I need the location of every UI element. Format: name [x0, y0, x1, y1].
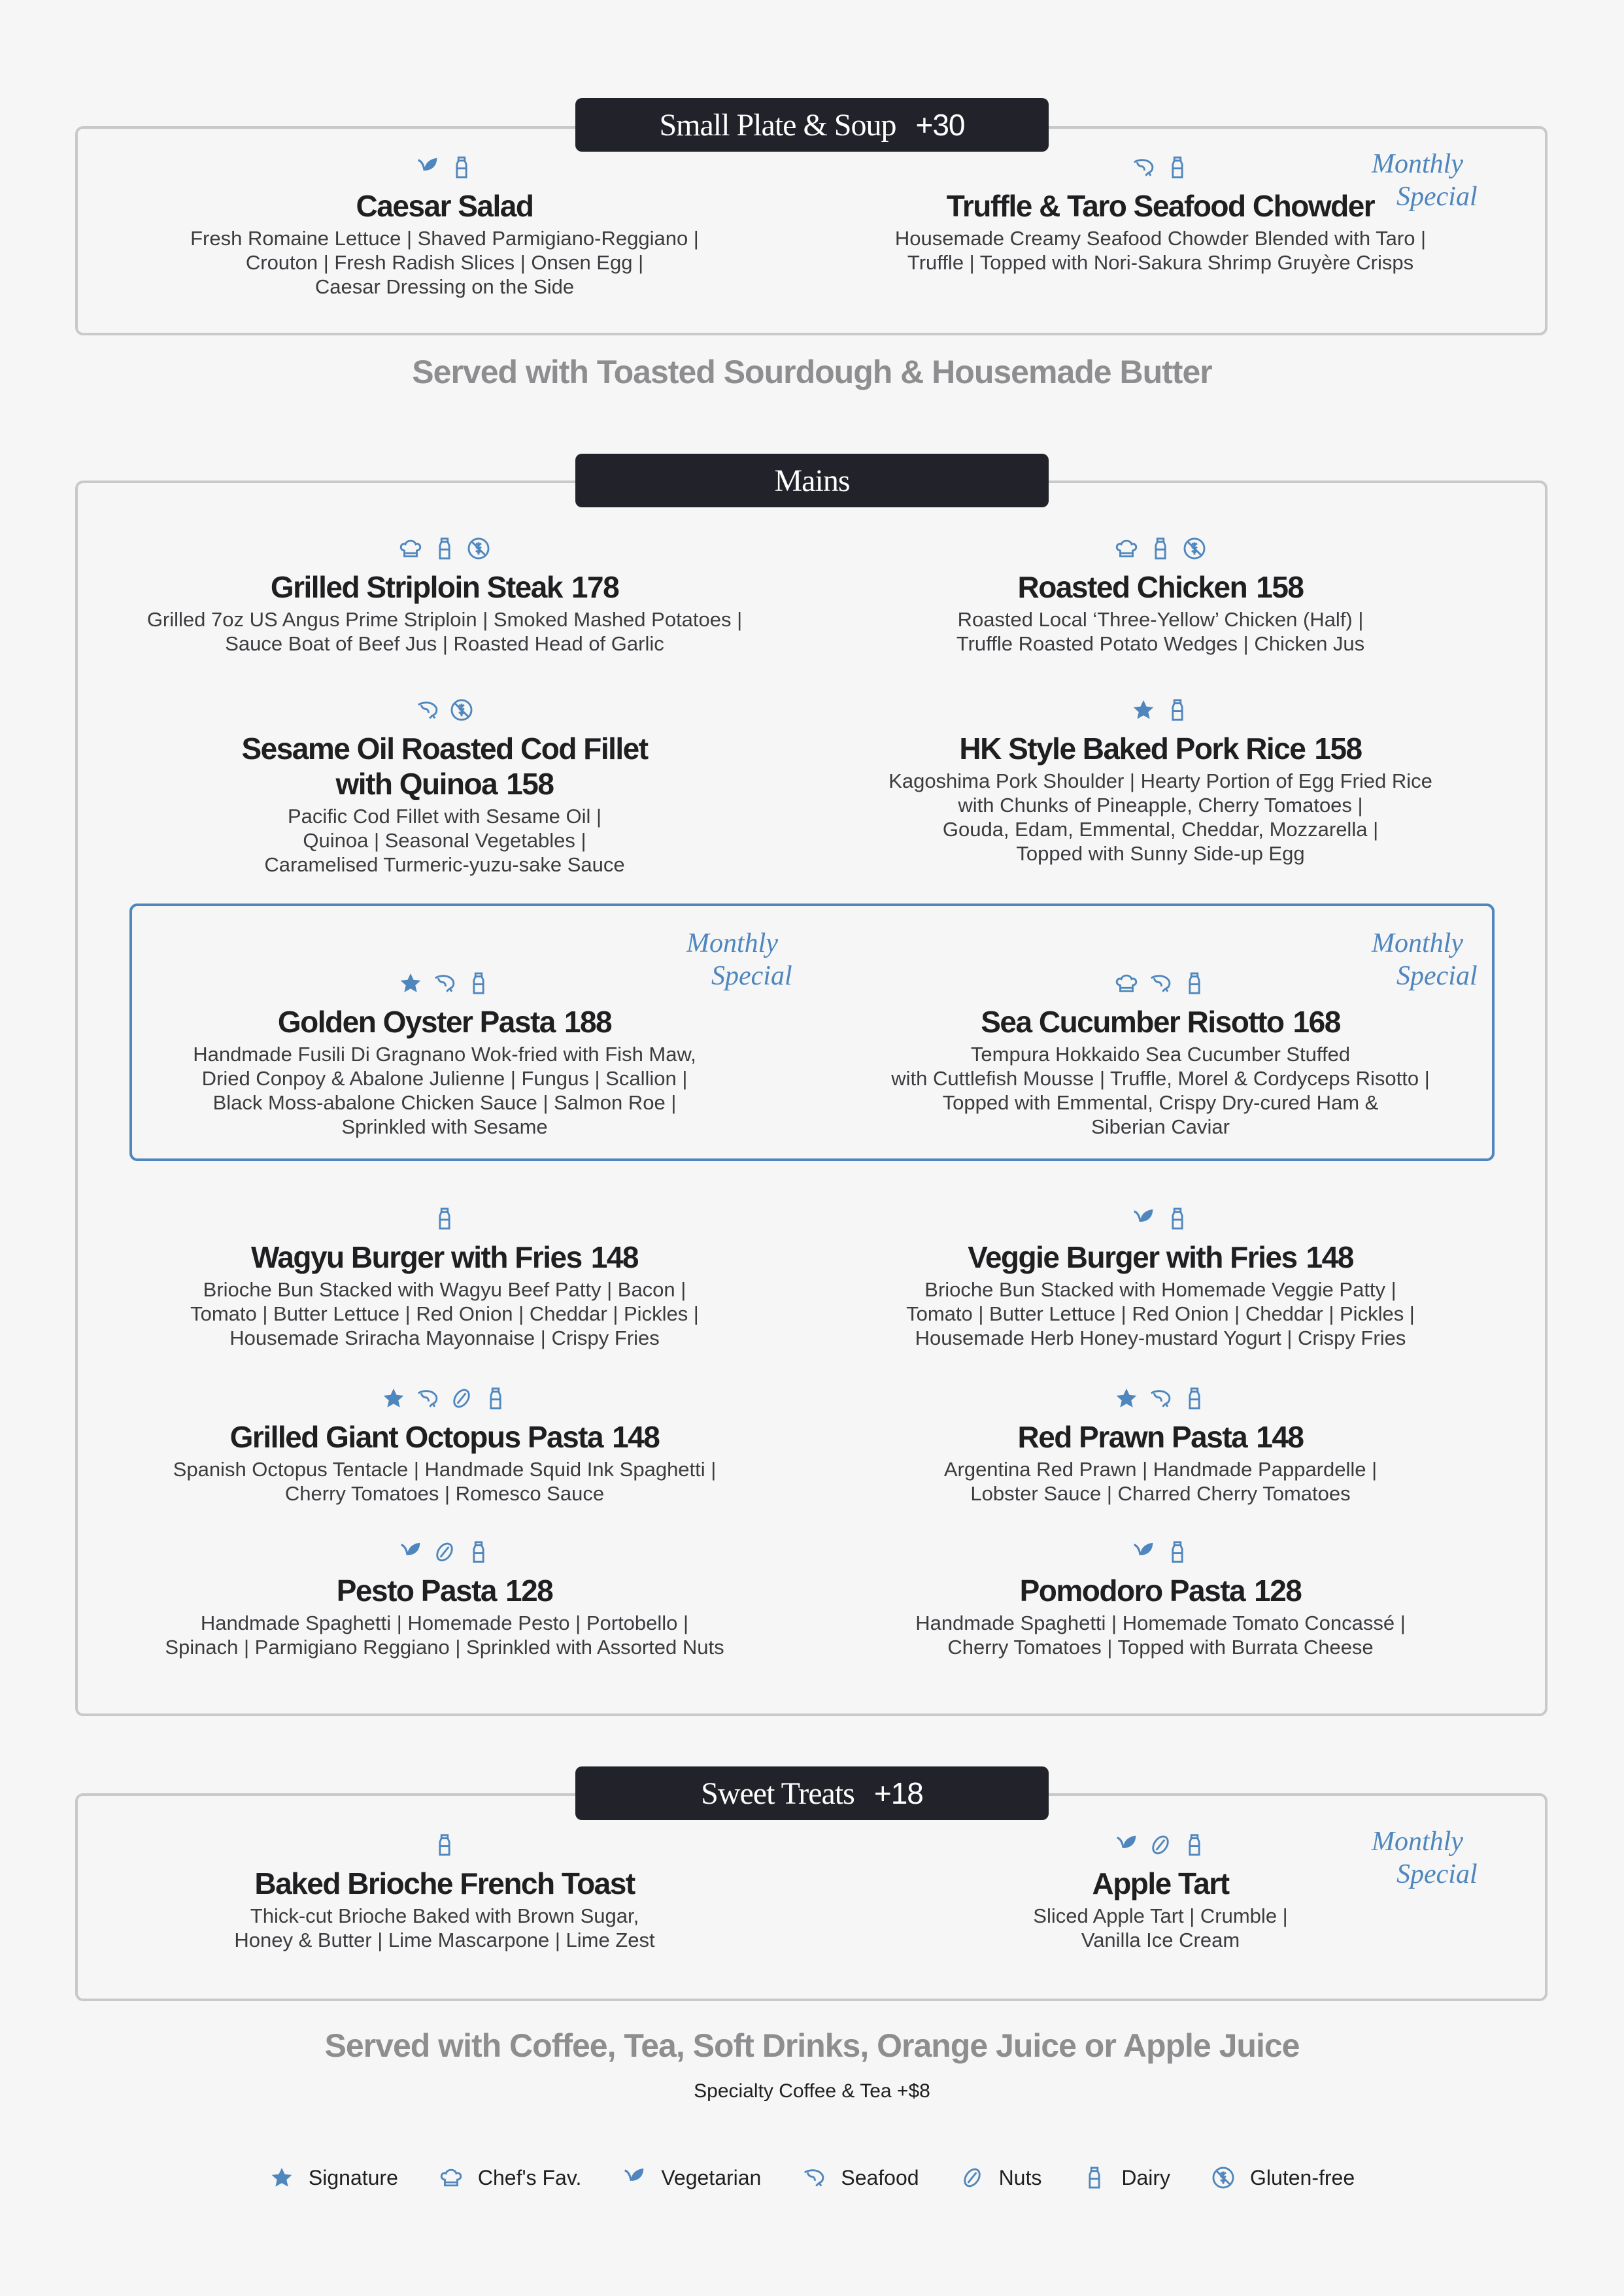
- seafood-icon: [1148, 971, 1173, 996]
- vegetarian-icon: [622, 2165, 647, 2190]
- mains-title: [575, 454, 1049, 507]
- item-description: Argentina Red Prawn | Handmade Pappardelle | Lobster Sauce | Charred Cherry Tomatoes: [943, 1458, 1378, 1505]
- vegetarian-icon: [1114, 1832, 1139, 1857]
- dairy-icon: [466, 971, 491, 996]
- menu-item-sea-cucumber-risotto: [801, 968, 1520, 1139]
- gluten-free-icon: [449, 698, 474, 722]
- item-name: [801, 1004, 1520, 1039]
- menu-item-roasted-chicken: [801, 533, 1520, 656]
- item-name-text: with Quinoa: [335, 767, 498, 801]
- dairy-icon: [1165, 155, 1190, 180]
- dietary-icons: [85, 1536, 804, 1568]
- vegetarian-icon: [398, 1540, 423, 1564]
- special-line1: Monthly: [686, 928, 778, 958]
- legend-label: Chef's Fav.: [477, 2165, 582, 2189]
- special-line2: Special: [1396, 1859, 1478, 1889]
- nuts-icon: [1148, 1832, 1173, 1857]
- item-name: [801, 569, 1520, 605]
- item-price: 158: [1314, 732, 1362, 766]
- item-description: Sliced Apple Tart | Crumble | Vanilla Ice Cream: [1033, 1904, 1288, 1951]
- monthly-special-tag: [1372, 1825, 1478, 1891]
- dairy-icon: [432, 536, 457, 561]
- small-plate-title-text: Small Plate & Soup: [659, 107, 896, 143]
- item-name-text: Veggie Burger with Fries: [968, 1240, 1297, 1274]
- special-line2: Special: [1396, 961, 1478, 991]
- dairy-icon: [466, 1540, 491, 1564]
- item-name: [801, 1573, 1520, 1608]
- served-with-sourdough: Served with Toasted Sourdough & Housemade Butter: [412, 354, 1212, 390]
- seafood-icon: [1148, 1386, 1173, 1411]
- chefs-fav-icon: [1114, 536, 1139, 561]
- seafood-icon: [1131, 155, 1156, 180]
- item-name: [85, 1419, 804, 1455]
- dairy-icon: [1082, 2165, 1107, 2190]
- legend-label: Seafood: [841, 2165, 919, 2189]
- signature-icon: [398, 971, 423, 996]
- dairy-icon: [1165, 698, 1190, 722]
- menu-item-wagyu-burger: [85, 1203, 804, 1350]
- nuts-icon: [449, 1386, 474, 1411]
- gluten-free-icon: [1211, 2165, 1236, 2190]
- dietary-icons: [801, 533, 1520, 564]
- mains-title-text: Mains: [774, 463, 850, 498]
- dairy-icon: [483, 1386, 508, 1411]
- small-plate-title: [575, 98, 1049, 152]
- item-name: [85, 731, 804, 802]
- special-line1: Monthly: [1372, 928, 1463, 958]
- item-name: [85, 1573, 804, 1608]
- item-price: 148: [590, 1240, 638, 1274]
- item-price: 188: [564, 1005, 612, 1039]
- item-description: Thick-cut Brioche Baked with Brown Sugar, Honey & Butter | Lime Mascarpone | Lime Zest: [234, 1904, 655, 1951]
- legend-item: [622, 2165, 761, 2190]
- chefs-fav-icon: [439, 2165, 464, 2190]
- sweet-treats-surcharge: +18: [873, 1776, 923, 1810]
- nuts-icon: [960, 2165, 985, 2190]
- menu-item-striploin-steak: [85, 533, 804, 656]
- seafood-icon: [415, 1386, 440, 1411]
- chefs-fav-icon: [398, 536, 423, 561]
- gluten-free-icon: [1182, 536, 1207, 561]
- gluten-free-icon: [466, 536, 491, 561]
- item-name-text: Truffle & Taro Seafood Chowder: [946, 189, 1375, 223]
- item-name-text: Grilled Striploin Steak: [270, 570, 562, 604]
- item-price: 158: [1256, 570, 1304, 604]
- signature-icon: [269, 2165, 294, 2190]
- legend-item: [1211, 2165, 1355, 2190]
- item-price: 148: [1256, 1420, 1304, 1454]
- item-description: Tempura Hokkaido Sea Cucumber Stuffed with Cuttlefish Mousse | Truffle, Morel & Cordyceps Risotto | Topped with Emmental, Crispy Dry-cured Ham & Siberian Caviar: [891, 1043, 1430, 1138]
- dietary-icons: [801, 968, 1520, 999]
- legend-label: Nuts: [998, 2165, 1042, 2189]
- item-name: [801, 1419, 1520, 1455]
- legend-label: Signature: [308, 2165, 398, 2189]
- dietary-icons: [85, 1203, 804, 1234]
- item-name-text: Pomodoro Pasta: [1019, 1574, 1245, 1608]
- special-line1: Monthly: [1372, 149, 1463, 179]
- item-price: 148: [612, 1420, 660, 1454]
- special-line1: Monthly: [1372, 1827, 1463, 1857]
- dairy-icon: [1182, 1832, 1207, 1857]
- menu-item-octopus-pasta: [85, 1383, 804, 1506]
- menu-item-cod-fillet: [85, 694, 804, 877]
- item-description: Spanish Octopus Tentacle | Handmade Squid Ink Spaghetti | Cherry Tomatoes | Romesco Sauce: [173, 1458, 717, 1505]
- item-name-text: HK Style Baked Pork Rice: [959, 732, 1306, 766]
- menu-item-french-toast: [85, 1829, 804, 1952]
- legend-label: Dairy: [1121, 2165, 1171, 2189]
- seafood-icon: [432, 971, 457, 996]
- legend-item: [269, 2165, 398, 2190]
- item-description: Roasted Local ‘Three-Yellow’ Chicken (Half) | Truffle Roasted Potato Wedges | Chicken Jus: [956, 608, 1365, 655]
- menu-item-pesto-pasta: [85, 1536, 804, 1659]
- item-description: Pacific Cod Fillet with Sesame Oil | Quinoa | Seasonal Vegetables | Caramelised Turmeric-yuzu-sake Sauce: [264, 805, 625, 876]
- dairy-icon: [449, 155, 474, 180]
- item-description: Handmade Spaghetti | Homemade Pesto | Portobello | Spinach | Parmigiano Reggiano | Sprinkled with Assorted Nuts: [165, 1612, 724, 1659]
- item-name-text: Sesame Oil Roasted Cod Fillet: [241, 732, 648, 766]
- item-price: 168: [1293, 1005, 1340, 1039]
- dairy-icon: [432, 1206, 457, 1231]
- item-name: [85, 569, 804, 605]
- item-description: Fresh Romaine Lettuce | Shaved Parmigiano-Reggiano | Crouton | Fresh Radish Slices | Onsen Egg | Caesar Dressing on the Side: [190, 227, 699, 298]
- menu-item-veggie-burger: [801, 1203, 1520, 1350]
- item-description: Handmade Spaghetti | Homemade Tomato Concassé | Cherry Tomatoes | Topped with Burrata Cheese: [915, 1612, 1406, 1659]
- menu-item-golden-oyster-pasta: [85, 968, 804, 1139]
- dairy-icon: [432, 1832, 457, 1857]
- item-price: 128: [1254, 1574, 1302, 1608]
- legend-item: [439, 2165, 581, 2190]
- dietary-icons: [85, 533, 804, 564]
- item-price: 158: [506, 767, 554, 801]
- item-name: [85, 1240, 804, 1275]
- icon-legend: [0, 2165, 1624, 2190]
- dietary-icons: [801, 1203, 1520, 1234]
- sweet-treats-title-text: Sweet Treats: [701, 1776, 854, 1811]
- legend-label: Vegetarian: [661, 2165, 762, 2189]
- dietary-icons: [85, 694, 804, 726]
- item-name-text: Golden Oyster Pasta: [277, 1005, 555, 1039]
- specialty-coffee-note: Specialty Coffee & Tea +$8: [694, 2080, 930, 2102]
- monthly-special-tag: [1372, 148, 1478, 213]
- item-description: Kagoshima Pork Shoulder | Hearty Portion of Egg Fried Rice with Chunks of Pineapple, Cherry Tomatoes | Gouda, Edam, Emmental, Cheddar, Mozzarella | Topped with Sunny Side-up Egg: [888, 769, 1432, 865]
- item-name-text: Grilled Giant Octopus Pasta: [229, 1420, 603, 1454]
- dietary-icons: [85, 1383, 804, 1414]
- dietary-icons: [85, 152, 804, 183]
- item-name-text: Baked Brioche French Toast: [254, 1866, 635, 1900]
- special-line2: Special: [711, 961, 792, 991]
- item-name-text: Pesto Pasta: [336, 1574, 497, 1608]
- signature-icon: [381, 1386, 406, 1411]
- dietary-icons: [85, 968, 804, 999]
- sweet-treats-title: [575, 1766, 1049, 1820]
- item-name: [85, 1866, 804, 1901]
- menu-item-pork-rice: [801, 694, 1520, 866]
- item-name-text: Sea Cucumber Risotto: [981, 1005, 1284, 1039]
- dairy-icon: [1165, 1206, 1190, 1231]
- signature-icon: [1114, 1386, 1139, 1411]
- item-price: 128: [505, 1574, 553, 1608]
- dietary-icons: [85, 1829, 804, 1861]
- signature-icon: [1131, 698, 1156, 722]
- dairy-icon: [1148, 536, 1173, 561]
- legend-item: [1082, 2165, 1170, 2190]
- item-name-text: Caesar Salad: [356, 189, 533, 223]
- dietary-icons: [801, 694, 1520, 726]
- vegetarian-icon: [1131, 1206, 1156, 1231]
- item-name: [801, 1240, 1520, 1275]
- item-description: Brioche Bun Stacked with Wagyu Beef Patty | Bacon | Tomato | Butter Lettuce | Red Onion | Cheddar | Pickles | Housemade Sriracha Mayonnaise | Crispy Fries: [190, 1278, 699, 1349]
- dairy-icon: [1165, 1540, 1190, 1564]
- served-with-drinks: Served with Coffee, Tea, Soft Drinks, Orange Juice or Apple Juice: [324, 2027, 1300, 2064]
- item-name-text: Red Prawn Pasta: [1017, 1420, 1247, 1454]
- nuts-icon: [432, 1540, 457, 1564]
- item-description: Housemade Creamy Seafood Chowder Blended with Taro | Truffle | Topped with Nori-Sakura Shrimp Gruyère Crisps: [894, 227, 1427, 274]
- legend-item: [802, 2165, 919, 2190]
- legend-item: [960, 2165, 1042, 2190]
- item-name-text: Wagyu Burger with Fries: [251, 1240, 582, 1274]
- item-name-text: Roasted Chicken: [1017, 570, 1247, 604]
- item-name: [85, 1004, 804, 1039]
- item-description: Handmade Fusili Di Gragnano Wok-fried with Fish Maw, Dried Conpoy & Abalone Julienne | Fungus | Scallion | Black Moss-abalone Chicken Sauce | Salmon Roe | Sprinkled with Sesame: [193, 1043, 696, 1138]
- item-description: Grilled 7oz US Angus Prime Striploin | Smoked Mashed Potatoes | Sauce Boat of Beef Jus | Roasted Head of Garlic: [146, 608, 743, 655]
- special-line2: Special: [1396, 182, 1478, 212]
- small-plate-surcharge: +30: [915, 108, 965, 142]
- dairy-icon: [1182, 971, 1207, 996]
- dietary-icons: [801, 1383, 1520, 1414]
- chefs-fav-icon: [1114, 971, 1139, 996]
- item-name-text: Apple Tart: [1092, 1866, 1229, 1900]
- seafood-icon: [802, 2165, 826, 2190]
- item-price: 178: [571, 570, 619, 604]
- item-name: [85, 188, 804, 224]
- legend-label: Gluten-free: [1250, 2165, 1355, 2189]
- vegetarian-icon: [1131, 1540, 1156, 1564]
- dairy-icon: [1182, 1386, 1207, 1411]
- item-name: [801, 731, 1520, 766]
- item-description: Brioche Bun Stacked with Homemade Veggie Patty | Tomato | Butter Lettuce | Red Onion | Cheddar | Pickles | Housemade Herb Honey-mustard Yogurt | Crispy Fries: [906, 1278, 1415, 1349]
- item-price: 148: [1306, 1240, 1353, 1274]
- menu-item-pomodoro-pasta: [801, 1536, 1520, 1659]
- seafood-icon: [415, 698, 440, 722]
- vegetarian-icon: [415, 155, 440, 180]
- menu-item-caesar-salad: [85, 152, 804, 299]
- dietary-icons: [801, 1536, 1520, 1568]
- menu-item-red-prawn-pasta: [801, 1383, 1520, 1506]
